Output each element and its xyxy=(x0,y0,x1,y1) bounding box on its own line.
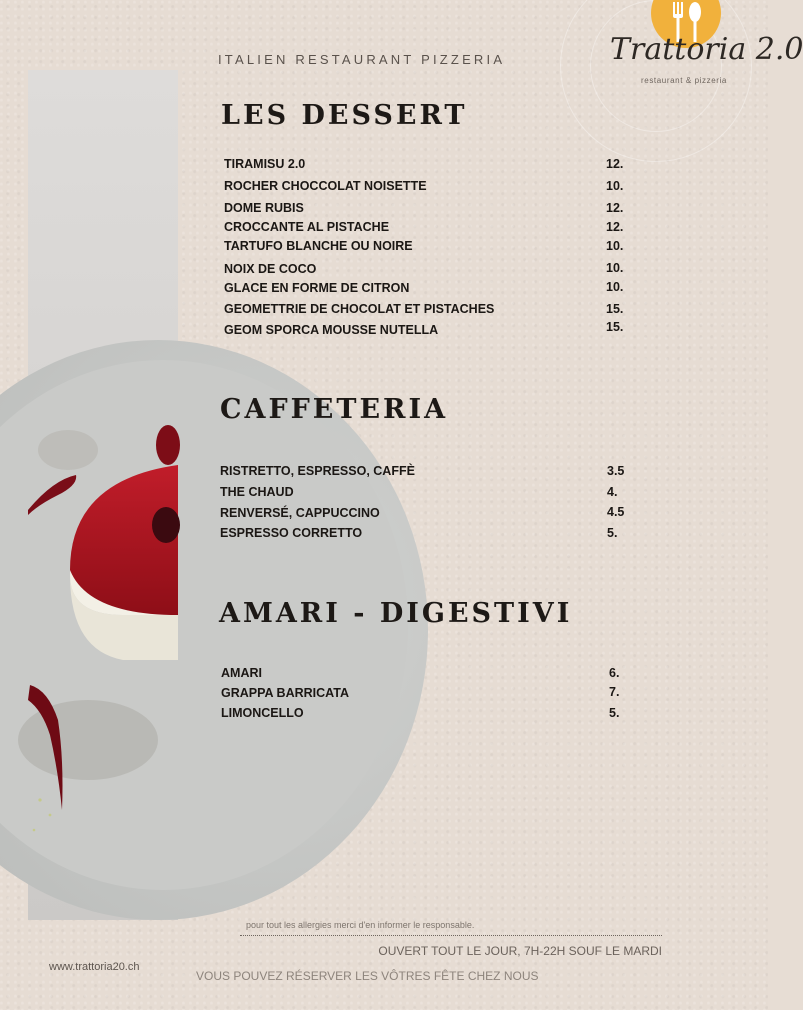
menu-item-price: 3.5 xyxy=(607,464,625,478)
logo-subtitle: restaurant & pizzeria xyxy=(641,76,727,85)
menu-item-price: 10. xyxy=(606,261,624,275)
section-title-amari: AMARI - DIGESTIVI xyxy=(219,598,573,629)
menu-item-price: 4. xyxy=(607,485,618,499)
menu-item-name: RENVERSÉ, CAPPUCCINO xyxy=(220,506,380,520)
menu-item-price: 10. xyxy=(606,280,624,294)
menu-item-name: GEOMETTRIE DE CHOCOLAT ET PISTACHES xyxy=(224,302,495,316)
menu-item-name: RISTRETTO, ESPRESSO, CAFFÈ xyxy=(220,464,415,478)
restaurant-tagline: ITALIEN RESTAURANT PIZZERIA xyxy=(218,52,506,67)
menu-item-name: THE CHAUD xyxy=(220,485,294,499)
menu-item-price: 7. xyxy=(609,685,620,699)
menu-item-price: 6. xyxy=(609,666,620,680)
section-title-caffeteria: CAFFETERIA xyxy=(220,394,449,425)
dessert-illustration xyxy=(28,70,178,920)
menu-item-name: TIRAMISU 2.0 xyxy=(224,157,306,171)
menu-item-price: 12. xyxy=(606,201,624,215)
menu-item-name: TARTUFO BLANCHE OU NOIRE xyxy=(224,239,413,253)
menu-item-name: ROCHER CHOCCOLAT NOISETTE xyxy=(224,179,427,193)
menu-item-name: CROCCANTE AL PISTACHE xyxy=(224,220,390,234)
website-link[interactable]: www.trattoria20.ch xyxy=(49,961,140,973)
menu-item-name: GEOM SPORCA MOUSSE NUTELLA xyxy=(224,323,439,337)
menu-item-price: 15. xyxy=(606,302,624,316)
menu-item-price: 10. xyxy=(606,239,624,253)
allergy-note: pour tout les allergies merci d'en informer le responsable. xyxy=(246,920,475,930)
footer-divider xyxy=(240,935,662,936)
restaurant-logo xyxy=(605,0,803,95)
menu-item-name: GRAPPA BARRICATA xyxy=(221,686,350,700)
menu-item-price: 12. xyxy=(606,220,624,234)
dessert-plate-image xyxy=(28,70,178,920)
logo-wordmark: Trattoria 2.0 xyxy=(610,32,803,67)
menu-item-name: AMARI xyxy=(221,666,262,680)
reservation-note: VOUS POUVEZ RÉSERVER LES VÔTRES FÊTE CHEZ NOUS xyxy=(196,969,539,983)
menu-item-name: GLACE EN FORME DE CITRON xyxy=(224,281,410,295)
menu-item-name: DOME RUBIS xyxy=(224,201,304,215)
menu-item-price: 12. xyxy=(606,157,624,171)
menu-item-price: 5. xyxy=(609,706,620,720)
menu-item-price: 15. xyxy=(606,320,624,334)
menu-item-price: 10. xyxy=(606,179,624,193)
menu-item-name: NOIX DE COCO xyxy=(224,262,317,276)
section-title-desserts: LES DESSERT xyxy=(221,100,468,131)
menu-item-price: 5. xyxy=(607,526,618,540)
opening-hours: OUVERT TOUT LE JOUR, 7H-22H SOUF LE MARDI xyxy=(378,944,662,958)
menu-item-price: 4.5 xyxy=(607,505,625,519)
menu-item-name: ESPRESSO CORRETTO xyxy=(220,526,363,540)
menu-item-name: LIMONCELLO xyxy=(221,706,304,720)
